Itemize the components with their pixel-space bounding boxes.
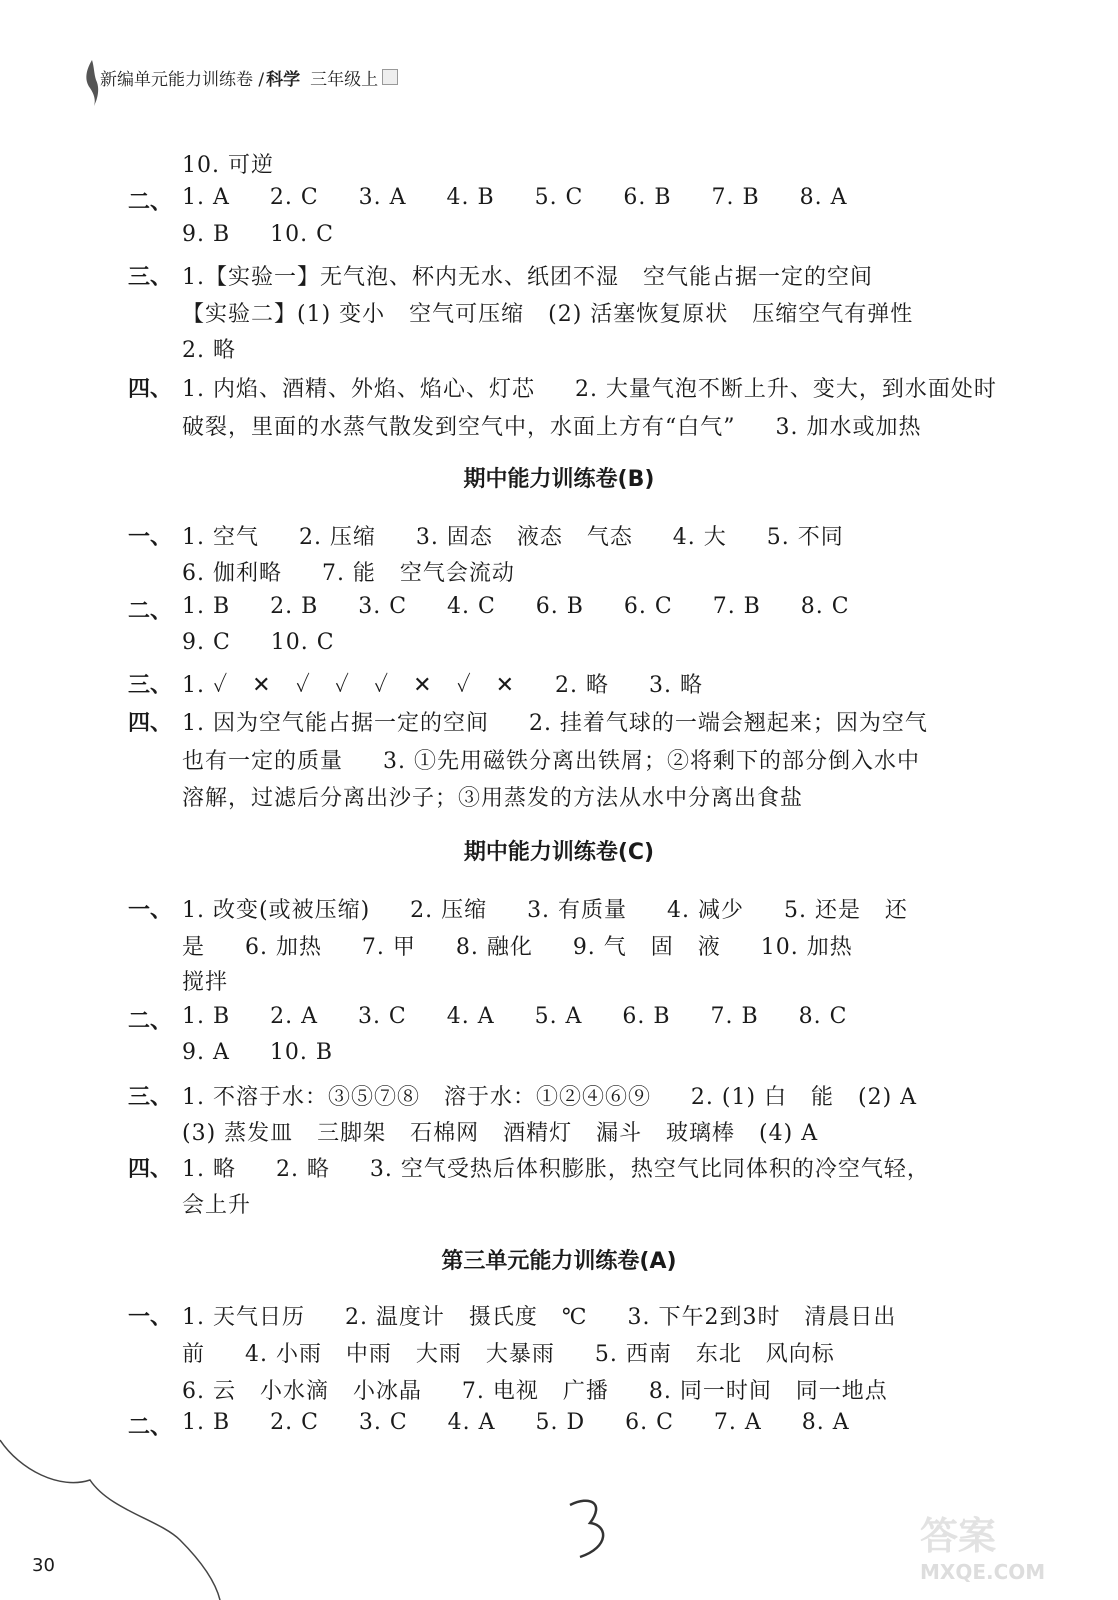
answer-line: 1. 改变(或被压缩) 2. 压缩 3. 有质量 4. 减少 5. 还是 还 bbox=[182, 898, 908, 923]
answer-line: 6. 伽利略 7. 能 空气会流动 bbox=[182, 561, 515, 586]
handwritten-mark bbox=[560, 1495, 620, 1565]
answer-line: 2. 略 bbox=[182, 338, 236, 363]
question-section-label: 四、 bbox=[128, 710, 173, 736]
question-section-label: 三、 bbox=[128, 1084, 173, 1110]
question-section-label: 三、 bbox=[128, 672, 173, 698]
answer-line: 9. A 10. B bbox=[182, 1040, 333, 1065]
answer-line: 搅拌 bbox=[182, 970, 229, 995]
running-header bbox=[100, 62, 398, 92]
answer-line: 也有一定的质量 3. ①先用磁铁分离出铁屑；②将剩下的部分倒入水中 bbox=[182, 749, 920, 774]
answer-line: 前 4. 小雨 中雨 大雨 大暴雨 5. 西南 东北 风向标 bbox=[182, 1342, 835, 1367]
answer-line: 破裂，里面的水蒸气散发到空气中，水面上方有“白气” 3. 加水或加热 bbox=[182, 415, 922, 440]
answer-line: 是 6. 加热 7. 甲 8. 融化 9. 气 固 液 10. 加热 bbox=[182, 935, 853, 960]
answer-line: 会上升 bbox=[182, 1193, 252, 1218]
answer-line: 9. C 10. C bbox=[182, 630, 335, 655]
question-section-label: 一、 bbox=[128, 897, 173, 923]
answer-line: 1. ✓ ✕ ✓ ✓ ✓ ✕ ✓ ✕ 2. 略 3. 略 bbox=[182, 673, 703, 698]
answer-line: 1. B 2. B 3. C 4. C 6. B 6. C 7. B 8. C bbox=[182, 594, 850, 619]
question-section-label: 四、 bbox=[128, 1156, 173, 1182]
book-title: 新编单元能力训练卷 / bbox=[100, 69, 265, 90]
answer-line: 溶解，过滤后分离出沙子；③用蒸发的方法从水中分离出食盐 bbox=[182, 786, 804, 811]
question-section-label: 二、 bbox=[128, 598, 173, 624]
question-section-label: 一、 bbox=[128, 524, 173, 550]
watermark: 答案 MXQE.COM bbox=[920, 1514, 1046, 1584]
answer-line: 1. 略 2. 略 3. 空气受热后体积膨胀，热空气比同体积的冷空气轻， bbox=[182, 1157, 930, 1182]
answer-line: 1. 天气日历 2. 温度计 摄氏度 ℃ 3. 下午2到3时 清晨日出 bbox=[182, 1305, 897, 1330]
answer-line: 【实验二】(1) 变小 空气可压缩 (2) 活塞恢复原状 压缩空气有弹性 bbox=[182, 302, 914, 327]
answer-line: 1. B 2. A 3. C 4. A 5. A 6. B 7. B 8. C bbox=[182, 1004, 848, 1029]
bird-logo-icon bbox=[82, 58, 102, 108]
question-section-label: 二、 bbox=[128, 1008, 173, 1034]
section-title: 第三单元能力训练卷(A) bbox=[441, 1249, 677, 1274]
grade-label: 三年级上 bbox=[310, 69, 379, 90]
answer-line: 1. B 2. C 3. C 4. A 5. D 6. C 7. A 8. A bbox=[182, 1410, 850, 1435]
answer-line: (3) 蒸发皿 三脚架 石棉网 酒精灯 漏斗 玻璃棒 (4) A bbox=[182, 1121, 819, 1146]
answer-line: 9. B 10. C bbox=[182, 222, 334, 247]
answer-line: 6. 云 小水滴 小冰晶 7. 电视 广播 8. 同一时间 同一地点 bbox=[182, 1379, 888, 1404]
answer-line: 1. A 2. C 3. A 4. B 5. C 6. B 7. B 8. A bbox=[182, 185, 848, 210]
subject-label: 科学 bbox=[266, 69, 301, 90]
section-title: 期中能力训练卷(B) bbox=[463, 467, 655, 492]
question-section-label: 一、 bbox=[128, 1304, 173, 1330]
section-title: 期中能力训练卷(C) bbox=[463, 840, 655, 865]
question-section-label: 二、 bbox=[128, 1414, 173, 1440]
answer-line: 1.【实验一】无气泡、杯内无水、纸团不湿 空气能占据一定的空间 bbox=[182, 265, 873, 290]
question-section-label: 三、 bbox=[128, 264, 173, 290]
answer-line: 1. 不溶于水：③⑤⑦⑧ 溶于水：①②④⑥⑨ 2. (1) 白 能 (2) A bbox=[182, 1085, 918, 1110]
answer-line: 10. 可逆 bbox=[182, 153, 274, 178]
answer-line: 1. 空气 2. 压缩 3. 固态 液态 气态 4. 大 5. 不同 bbox=[182, 525, 844, 550]
question-section-label: 二、 bbox=[128, 189, 173, 215]
answer-line: 1. 因为空气能占据一定的空间 2. 挂着气球的一端会翘起来；因为空气 bbox=[182, 711, 928, 736]
box-icon bbox=[382, 69, 398, 85]
answer-line: 1. 内焰、酒精、外焰、焰心、灯芯 2. 大量气泡不断上升、变大，到水面处时 bbox=[182, 377, 997, 402]
page-number: 30 bbox=[32, 1555, 55, 1576]
question-section-label: 四、 bbox=[128, 376, 173, 402]
